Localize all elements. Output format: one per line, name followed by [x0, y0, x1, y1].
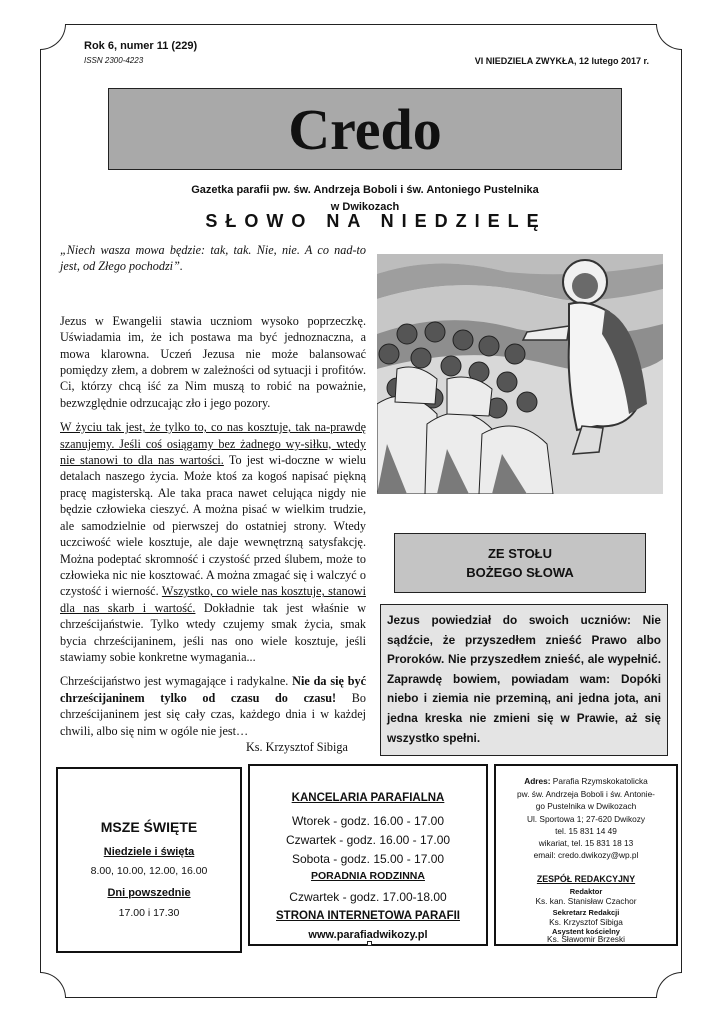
article-paragraph — [60, 673, 366, 739]
paragraph-text: Chrześcijaństwo jest wymagające i radykalne. — [60, 674, 293, 689]
paragraph-text: To jest wi-doczne w wielu detalach naszego życia. Może ktoś za kogoś napisać piękną pracę magisterską. Ale taka praca nawet celująca nigdy nie będzie człowieka cieszyć. A można pisać w wielkim trudzie, ale samodzielnie od pierwszej do ostatniej strony. Wtedy uczciwość wiele kosztuje, ale daje wewnętrzną satysfakcję. Można podeptać skromność i czystość przed ślubem, może to człowieka nic nie kosztować. A można zmagać się i walczyć o czystość i wierność. — [60, 453, 366, 599]
address-line — [496, 776, 676, 787]
section-title: SŁOWO NA NIEDZIELĘ — [205, 211, 547, 231]
editor-name: Ks. kan. Stanisław Czachor — [535, 896, 637, 906]
website-title: STRONA INTERNETOWA PARAFII — [276, 910, 460, 922]
editor-role: Redaktor — [569, 887, 603, 896]
gospel-text: Jezus powiedział do swoich uczniów: Nie sądźcie, że przyszedłem znieść Prawo albo Proroków. Nie przyszedłem znieść, ale wypełnić. Zaprawdę bowiem, powiadam wam: Dopóki niebo i ziemia nie przeminą, ani jedna jota, ani jedna kreska nie zmieni się w Prawie, aż się wszystko spełni. — [380, 604, 668, 756]
assistant-role: Asystent kościelny — [552, 927, 620, 936]
address-label: Adres: — [524, 776, 551, 786]
office-hours: Wtorek - godz. 16.00 - 17.00 — [291, 814, 445, 828]
counseling-hours: Czwartek - godz. 17.00-18.00 — [289, 890, 447, 904]
vicar-phone: wikariat, tel. 15 831 18 13 — [538, 838, 634, 848]
weekdays-label: Dni powszednie — [107, 887, 191, 899]
secretary-role: Sekretarz Redakcji — [552, 908, 620, 917]
newsletter-title: Credo — [288, 96, 442, 162]
email[interactable]: email: credo.dwikozy@wp.pl — [533, 850, 639, 860]
secretary-name: Ks. Krzysztof Sibiga — [549, 917, 623, 927]
masthead — [108, 88, 622, 170]
mass-times-title: MSZE ŚWIĘTE — [100, 819, 198, 835]
gospel-title-line: ZE STOŁU — [487, 546, 553, 561]
mass-times-box — [56, 767, 242, 953]
sunday-article — [60, 242, 366, 747]
paragraph-text: Bo chrześcijaninem jest się cały czas, każdego dnia i w każdej chwili, albo się nim w ogóle nie jest… — [60, 690, 366, 738]
address-text: Parafia Rzymskokatolicka — [550, 776, 648, 786]
article-paragraph: Jezus w Ewangelii stawia uczniom wysoko poprzeczkę. Uświadamia im, że ich postawa ma być jednoznaczna, a mowa klarowna. Uczeń Jezusa nie może balansować pomiędzy złem, a dobrem w zależności od sytuacji i profitów. Ci, którzy chcą iść za Nim muszą to robić na poważnie, bezwzględnie odrzucając zło i jego pozory. — [60, 313, 366, 410]
sundays-times: 8.00, 10.00, 12.00, 16.00 — [90, 865, 208, 877]
office-hours: Czwartek - godz. 16.00 - 17.00 — [285, 833, 451, 847]
office-title: KANCELARIA PARAFIALNA — [291, 792, 445, 804]
contact-box — [494, 764, 678, 946]
parish-office-box — [248, 764, 488, 946]
parish-line: Gazetka parafii pw. św. Andrzeja Boboli i św. Antoniego Pustelnika — [191, 184, 539, 196]
jesus-teaching-illustration — [377, 254, 663, 494]
issue-date: VI NIEDZIELA ZWYKŁA, 12 lutego 2017 r. — [474, 56, 649, 66]
sundays-label: Niedziele i święta — [103, 846, 195, 858]
underlined-text: Wszystko, co wiele nas kosztuje, stanowi dla nas skarb i wartość. — [60, 584, 366, 615]
address-line: pw. św. Andrzeja Boboli i św. Antonie- — [517, 789, 655, 799]
underlined-text: W życiu tak jest, że tylko to, co nas kosztuje, tak na-prawdę szanujemy. Jeśli coś osiągamy bez żadnego wy-siłku, wtedy nie stanowi to dla nas wartości. — [60, 420, 366, 468]
paragraph-text: Dokładnie tak jest właśnie w chrześcijaństwie. Tylko wtedy czujemy smak życia, smak bycia chrześcijaninem, jeśli nas ono wiele kosztuje, jeśli stawiamy sobie konkretne wymagania... — [60, 600, 366, 664]
office-hours: Sobota - godz. 15.00 - 17.00 — [291, 852, 445, 866]
parish-line: w Dwikozach — [330, 201, 400, 213]
gospel-title-line: BOŻEGO SŁOWA — [466, 565, 574, 580]
editorial-team-title: ZESPÓŁ REDAKCYJNY — [536, 874, 636, 884]
small-square-icon — [367, 941, 372, 946]
article-author: Ks. Krzysztof Sibiga — [246, 740, 348, 754]
bold-text: Nie da się być chrześcijaninem tylko od czasu do czasu! — [60, 674, 366, 705]
gospel-section-title — [394, 533, 646, 593]
assistant-name: Ks. Sławomir Brzeski — [547, 934, 625, 944]
address-line: Ul. Sportowa 1; 27-620 Dwikozy — [526, 814, 646, 824]
phone: tel. 15 831 14 49 — [555, 826, 617, 836]
weekdays-times: 17.00 i 17.30 — [118, 907, 180, 919]
counseling-title: PORADNIA RODZINNA — [311, 870, 425, 882]
issn: ISSN 2300-4223 — [84, 56, 144, 65]
parish-website-link[interactable]: www.parafiadwikozy.pl — [308, 929, 428, 941]
article-quote: „Niech wasza mowa będzie: tak, tak. Nie, nie. A co nad-to jest, od Złego pochodzi”. — [60, 243, 366, 274]
issue-number: Rok 6, numer 11 (229) — [84, 40, 198, 52]
address-line: go Pustelnika w Dwikozach — [535, 801, 637, 811]
illustration-drawing — [377, 254, 663, 494]
article-paragraph — [60, 419, 366, 665]
